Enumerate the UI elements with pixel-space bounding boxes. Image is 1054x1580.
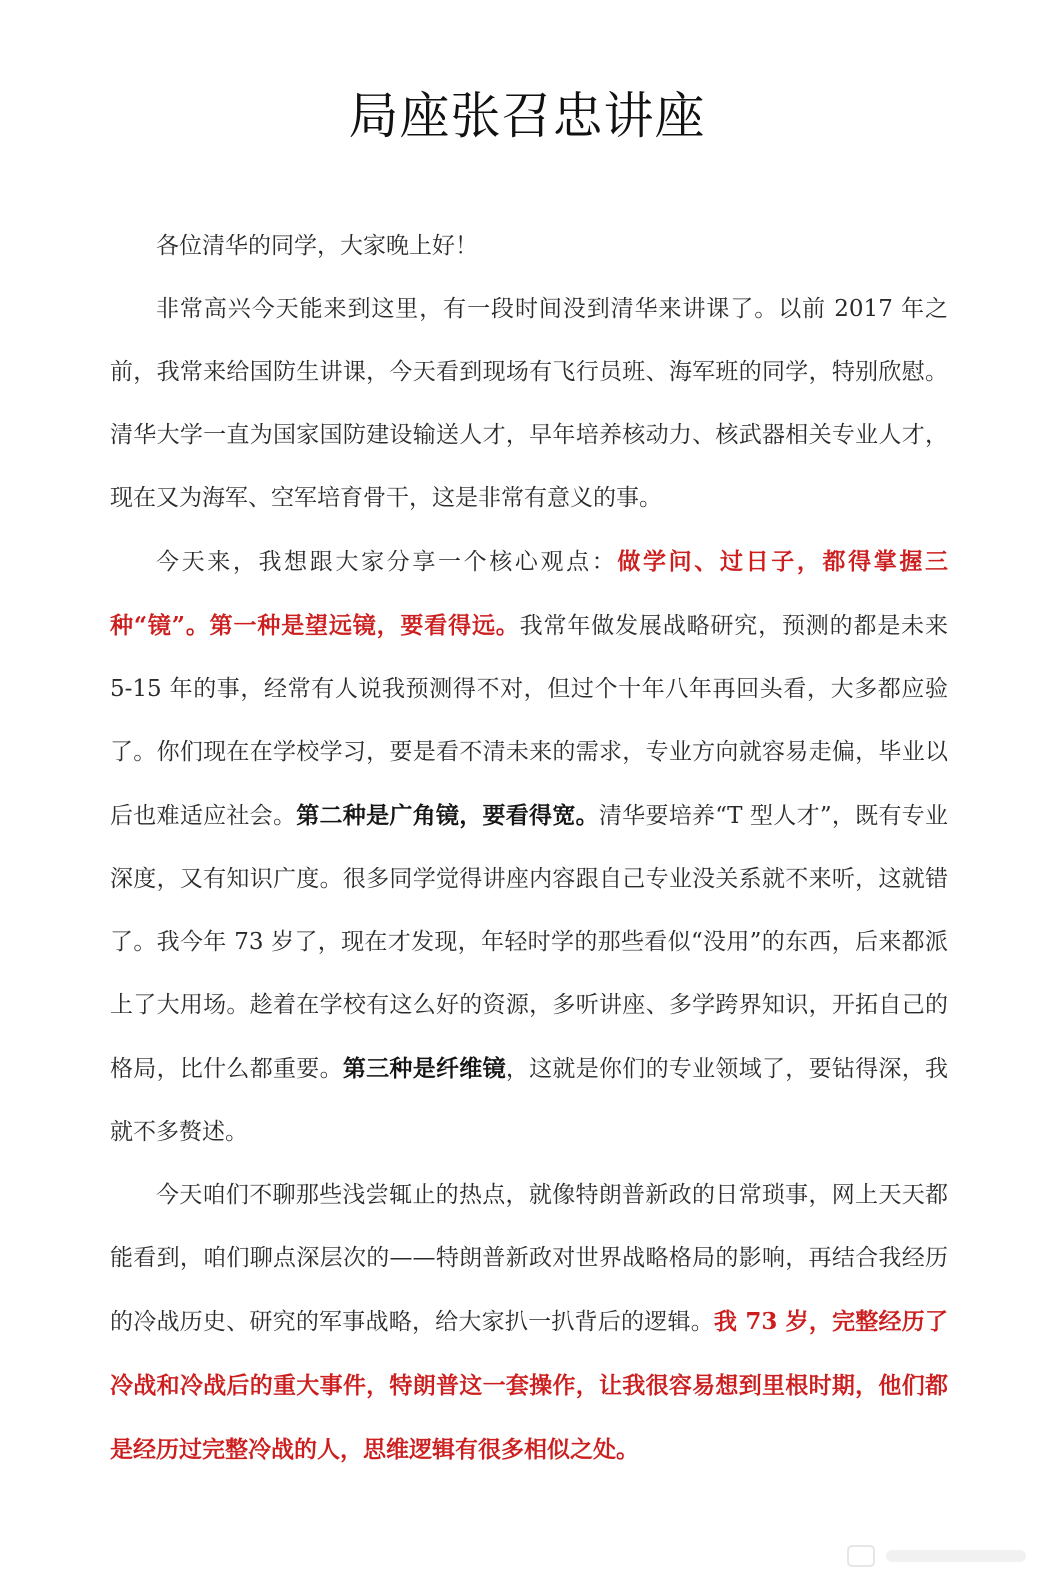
text-run: 非常高兴今天能来到这里，有一段时间没到清华来讲课了。以前 2017 年之前，我常来给国防生讲课，今天看到现场有飞行员班、海军班的同学，特别欣慰。清华大学一直为国家国防建设输送人才，早年培养核动力、核武器相关专业人才，现在又为海军、空军培育骨干，这是非常有意义的事。 [110,296,948,511]
document-title: 局座张召忠讲座 [348,87,706,145]
paragraph [110,278,948,530]
text-run: 各位清华的同学，大家晚上好！ [156,233,478,259]
paragraph [110,1164,948,1482]
text-run: 今天咱们不聊那些浅尝辄止的热点，就像特朗普新政的日常琐事，网上天天都能看到，咱们聊点深层次的——特朗普新政对世界战略格局的影响，再结合我经历的冷战历史、研究的军事战略，给大家扒一扒背后的逻辑。 [110,1182,948,1335]
emphasis-red-text: 做学问、过日子，都得掌握三种“镜”。第一种是望远镜，要看得远。 [110,548,949,639]
text-run: ，这就是你们的专业领域了，要钻得深，我就不多赘述。 [110,1056,949,1145]
watermark-logo [846,1542,1036,1570]
emphasis-bold-text: 第三种是纤维镜 [342,1055,506,1082]
text-run: 今天来，我想跟大家分享一个核心观点： [156,549,618,575]
text-run: 清华要培养“T 型人才”，既有专业深度，又有知识广度。很多同学觉得讲座内容跟自己专业没关系就不来听，这就错了。我今年 73 岁了，现在才发现，年轻时学的那些看似“没用”的东西，后来都派上了大用场。趁着在学校有这么好的资源，多听讲座、多学跨界知识，开拓自己的格局，比什么都重要。 [110,803,949,1082]
emphasis-bold-text: 第二种是广角镜，要看得宽。 [296,802,599,829]
text-run: 我常年做发展战略研究，预测的都是未来 5-15 年的事，经常有人说我预测得不对，但过个十年八年再回头看，大多都应验了。你们现在在学校学习，要是看不清未来的需求，专业方向就容易走偏，毕业以后也难适应社会。 [110,613,948,829]
emphasis-red-text: 我 73 岁，完整经历了冷战和冷战后的重大事件，特朗普这一套操作，让我很容易想到里根时期，他们都是经历过完整冷战的人，思维逻辑有很多相似之处。 [110,1308,948,1463]
paragraph [110,530,948,1164]
paragraph [110,215,948,278]
document-body [110,215,948,1482]
